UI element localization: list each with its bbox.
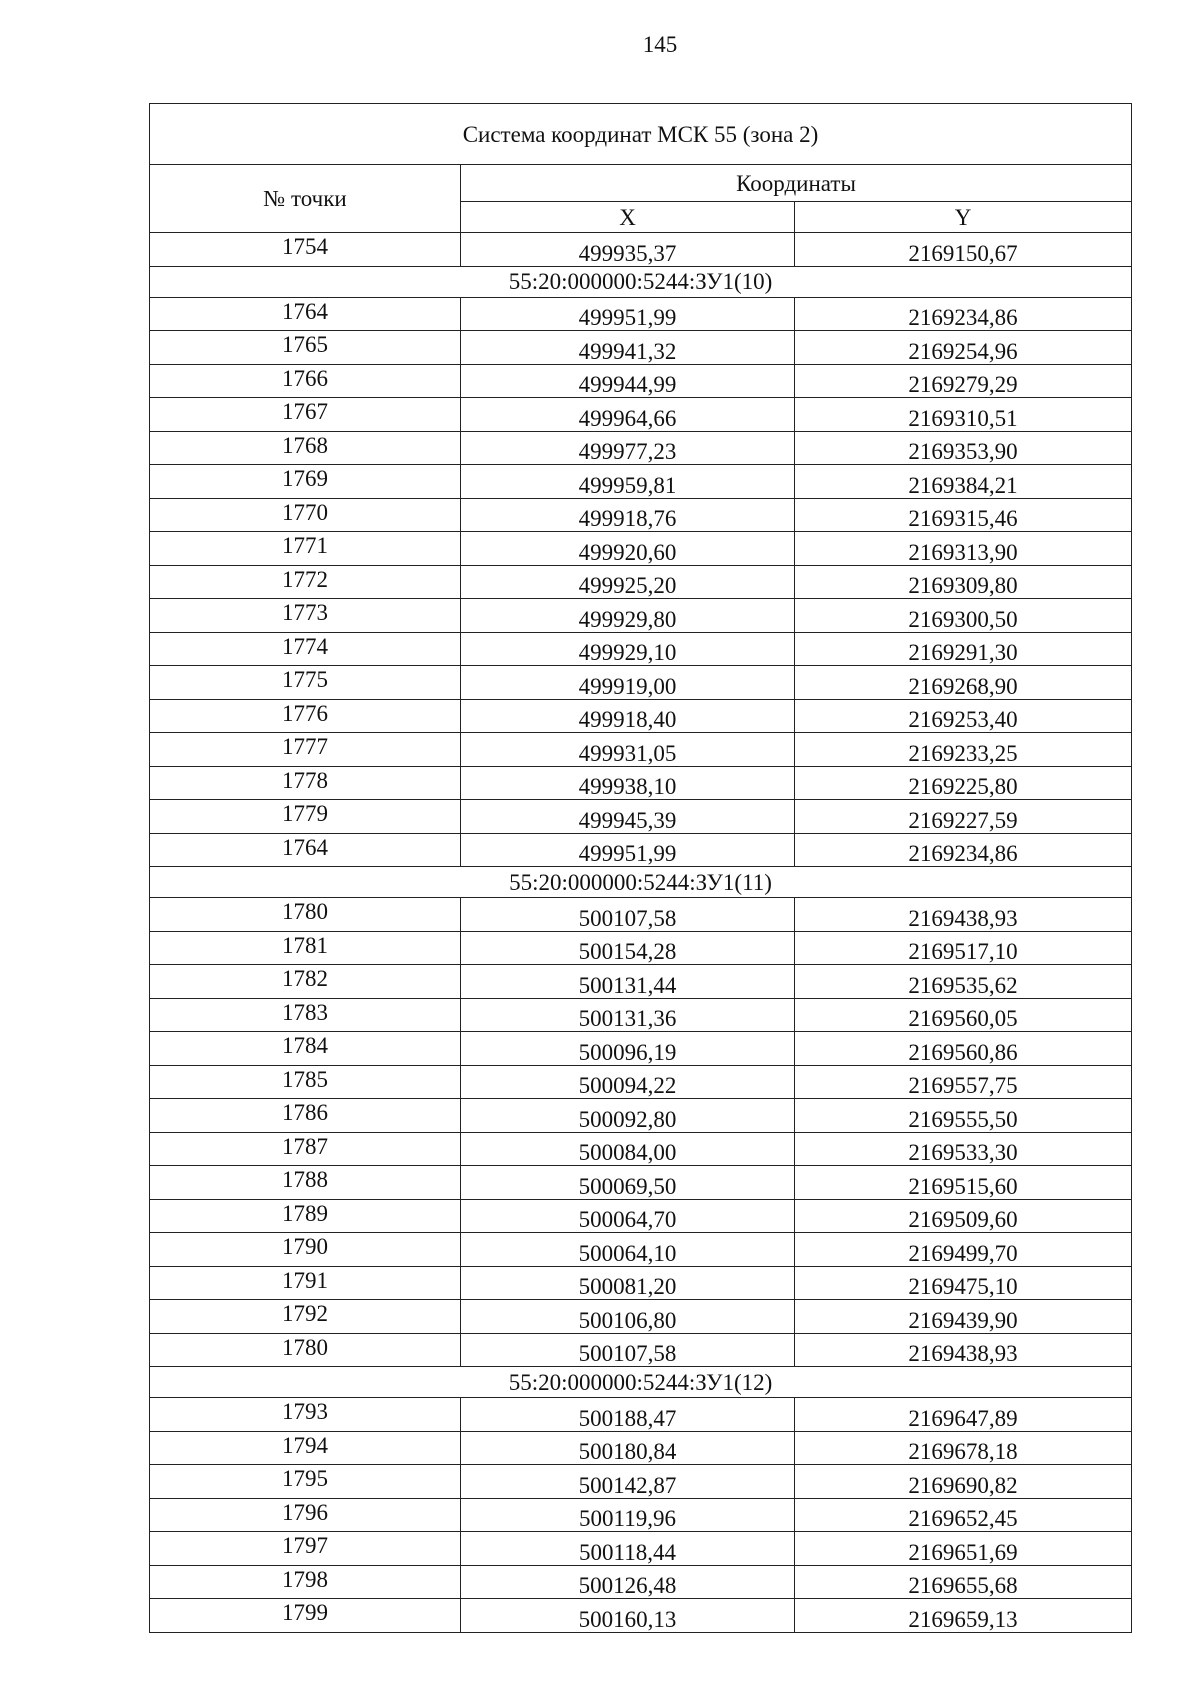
table-row xyxy=(150,1199,1132,1233)
point-number-cell: 1791 xyxy=(150,1266,461,1300)
point-number-cell: 1785 xyxy=(150,1065,461,1099)
table-row xyxy=(150,1166,1132,1200)
table-row xyxy=(150,599,1132,633)
point-number-cell: 1777 xyxy=(150,733,461,767)
point-number-cell: 1793 xyxy=(150,1398,461,1432)
point-number-cell: 1794 xyxy=(150,1431,461,1465)
table-row xyxy=(150,1065,1132,1099)
table-row xyxy=(150,565,1132,599)
y-coordinate-cell: 2169384,21 xyxy=(795,465,1132,499)
point-number-cell: 1782 xyxy=(150,965,461,999)
point-number-cell: 1789 xyxy=(150,1199,461,1233)
x-coordinate-cell: 499977,23 xyxy=(461,431,795,465)
y-coordinate-cell: 2169651,69 xyxy=(795,1532,1132,1566)
table-row xyxy=(150,666,1132,700)
table-row xyxy=(150,833,1132,867)
x-coordinate-cell: 500107,58 xyxy=(461,1333,795,1367)
y-coordinate-cell: 2169313,90 xyxy=(795,532,1132,566)
x-coordinate-cell: 499951,99 xyxy=(461,297,795,331)
point-number-header: № точки xyxy=(150,165,461,233)
y-coordinate-cell: 2169678,18 xyxy=(795,1431,1132,1465)
point-number-cell: 1784 xyxy=(150,1032,461,1066)
point-number-cell: 1764 xyxy=(150,297,461,331)
table-row xyxy=(150,733,1132,767)
table-row xyxy=(150,766,1132,800)
x-coordinate-cell: 499929,80 xyxy=(461,599,795,633)
x-coordinate-cell: 499945,39 xyxy=(461,800,795,834)
table-row xyxy=(150,965,1132,999)
point-number-cell: 1754 xyxy=(150,233,461,267)
y-coordinate-cell: 2169690,82 xyxy=(795,1465,1132,1499)
point-number-cell: 1795 xyxy=(150,1465,461,1499)
y-coordinate-cell: 2169353,90 xyxy=(795,431,1132,465)
x-coordinate-cell: 500118,44 xyxy=(461,1532,795,1566)
point-number-cell: 1766 xyxy=(150,364,461,398)
y-coordinate-cell: 2169315,46 xyxy=(795,498,1132,532)
table-row xyxy=(150,297,1132,331)
x-coordinate-cell: 500064,10 xyxy=(461,1233,795,1267)
table-row xyxy=(150,998,1132,1032)
table-row xyxy=(150,1431,1132,1465)
table-row xyxy=(150,465,1132,499)
y-coordinate-cell: 2169225,80 xyxy=(795,766,1132,800)
x-header: X xyxy=(461,202,795,233)
point-number-cell: 1774 xyxy=(150,632,461,666)
table-row xyxy=(150,364,1132,398)
y-coordinate-cell: 2169560,05 xyxy=(795,998,1132,1032)
point-number-cell: 1765 xyxy=(150,331,461,365)
x-coordinate-cell: 499919,00 xyxy=(461,666,795,700)
coordinates-table xyxy=(149,103,1132,1633)
y-coordinate-cell: 2169499,70 xyxy=(795,1233,1132,1267)
x-coordinate-cell: 499918,40 xyxy=(461,699,795,733)
table-row xyxy=(150,1498,1132,1532)
table-row xyxy=(150,1300,1132,1334)
point-number-cell: 1797 xyxy=(150,1532,461,1566)
y-coordinate-cell: 2169300,50 xyxy=(795,599,1132,633)
y-coordinate-cell: 2169234,86 xyxy=(795,297,1132,331)
table-row xyxy=(150,1599,1132,1633)
x-coordinate-cell: 500092,80 xyxy=(461,1099,795,1133)
y-coordinate-cell: 2169655,68 xyxy=(795,1565,1132,1599)
point-number-cell: 1772 xyxy=(150,565,461,599)
x-coordinate-cell: 500096,19 xyxy=(461,1032,795,1066)
point-number-cell: 1768 xyxy=(150,431,461,465)
point-number-cell: 1781 xyxy=(150,931,461,965)
coordinates-header: Координаты xyxy=(461,165,1132,202)
table-row xyxy=(150,898,1132,932)
point-number-cell: 1780 xyxy=(150,1333,461,1367)
section-label: 55:20:000000:5244:ЗУ1(11) xyxy=(150,867,1132,898)
x-coordinate-cell: 500131,44 xyxy=(461,965,795,999)
y-coordinate-cell: 2169517,10 xyxy=(795,931,1132,965)
x-coordinate-cell: 500160,13 xyxy=(461,1599,795,1633)
x-coordinate-cell: 500131,36 xyxy=(461,998,795,1032)
point-number-cell: 1787 xyxy=(150,1132,461,1166)
x-coordinate-cell: 500107,58 xyxy=(461,898,795,932)
table-row xyxy=(150,1532,1132,1566)
x-coordinate-cell: 500180,84 xyxy=(461,1431,795,1465)
point-number-cell: 1780 xyxy=(150,898,461,932)
table-row xyxy=(150,532,1132,566)
y-coordinate-cell: 2169560,86 xyxy=(795,1032,1132,1066)
x-coordinate-cell: 499929,10 xyxy=(461,632,795,666)
y-header: Y xyxy=(795,202,1132,233)
y-coordinate-cell: 2169515,60 xyxy=(795,1166,1132,1200)
x-coordinate-cell: 499959,81 xyxy=(461,465,795,499)
point-number-cell: 1796 xyxy=(150,1498,461,1532)
table-row xyxy=(150,1465,1132,1499)
page-number: 145 xyxy=(642,32,678,57)
section-row xyxy=(150,867,1132,898)
point-number-cell: 1799 xyxy=(150,1599,461,1633)
x-coordinate-cell: 500069,50 xyxy=(461,1166,795,1200)
table-row xyxy=(150,331,1132,365)
y-coordinate-cell: 2169557,75 xyxy=(795,1065,1132,1099)
table-row xyxy=(150,1266,1132,1300)
x-coordinate-cell: 500188,47 xyxy=(461,1398,795,1432)
y-coordinate-cell: 2169647,89 xyxy=(795,1398,1132,1432)
table-row xyxy=(150,632,1132,666)
point-number-cell: 1770 xyxy=(150,498,461,532)
x-coordinate-cell: 500142,87 xyxy=(461,1465,795,1499)
section-row xyxy=(150,1367,1132,1398)
point-number-cell: 1786 xyxy=(150,1099,461,1133)
table-row xyxy=(150,233,1132,267)
x-coordinate-cell: 499944,99 xyxy=(461,364,795,398)
table-body xyxy=(150,233,1132,1633)
y-coordinate-cell: 2169268,90 xyxy=(795,666,1132,700)
point-number-cell: 1790 xyxy=(150,1233,461,1267)
table-row xyxy=(150,431,1132,465)
y-coordinate-cell: 2169310,51 xyxy=(795,398,1132,432)
point-number-cell: 1775 xyxy=(150,666,461,700)
table-row xyxy=(150,800,1132,834)
y-coordinate-cell: 2169227,59 xyxy=(795,800,1132,834)
point-number-cell: 1764 xyxy=(150,833,461,867)
x-coordinate-cell: 500126,48 xyxy=(461,1565,795,1599)
y-coordinate-cell: 2169150,67 xyxy=(795,233,1132,267)
y-coordinate-cell: 2169279,29 xyxy=(795,364,1132,398)
y-coordinate-cell: 2169253,40 xyxy=(795,699,1132,733)
point-number-cell: 1771 xyxy=(150,532,461,566)
table-row xyxy=(150,1032,1132,1066)
table-row xyxy=(150,931,1132,965)
table-title: Система координат МСК 55 (зона 2) xyxy=(150,104,1132,165)
y-coordinate-cell: 2169475,10 xyxy=(795,1266,1132,1300)
point-number-cell: 1792 xyxy=(150,1300,461,1334)
x-coordinate-cell: 499931,05 xyxy=(461,733,795,767)
table-row xyxy=(150,398,1132,432)
y-coordinate-cell: 2169291,30 xyxy=(795,632,1132,666)
y-coordinate-cell: 2169254,96 xyxy=(795,331,1132,365)
table-row xyxy=(150,1398,1132,1432)
point-number-cell: 1788 xyxy=(150,1166,461,1200)
y-coordinate-cell: 2169652,45 xyxy=(795,1498,1132,1532)
x-coordinate-cell: 500084,00 xyxy=(461,1132,795,1166)
table-row xyxy=(150,1233,1132,1267)
x-coordinate-cell: 500081,20 xyxy=(461,1266,795,1300)
x-coordinate-cell: 500094,22 xyxy=(461,1065,795,1099)
x-coordinate-cell: 499964,66 xyxy=(461,398,795,432)
x-coordinate-cell: 499925,20 xyxy=(461,565,795,599)
point-number-cell: 1767 xyxy=(150,398,461,432)
x-coordinate-cell: 499935,37 xyxy=(461,233,795,267)
table-row xyxy=(150,1099,1132,1133)
point-number-cell: 1778 xyxy=(150,766,461,800)
x-coordinate-cell: 499941,32 xyxy=(461,331,795,365)
x-coordinate-cell: 500119,96 xyxy=(461,1498,795,1532)
table-row xyxy=(150,1132,1132,1166)
y-coordinate-cell: 2169509,60 xyxy=(795,1199,1132,1233)
x-coordinate-cell: 499920,60 xyxy=(461,532,795,566)
table-row xyxy=(150,699,1132,733)
point-number-cell: 1783 xyxy=(150,998,461,1032)
y-coordinate-cell: 2169659,13 xyxy=(795,1599,1132,1633)
y-coordinate-cell: 2169438,93 xyxy=(795,898,1132,932)
y-coordinate-cell: 2169233,25 xyxy=(795,733,1132,767)
y-coordinate-cell: 2169438,93 xyxy=(795,1333,1132,1367)
point-number-cell: 1769 xyxy=(150,465,461,499)
point-number-cell: 1798 xyxy=(150,1565,461,1599)
x-coordinate-cell: 500154,28 xyxy=(461,931,795,965)
x-coordinate-cell: 499938,10 xyxy=(461,766,795,800)
point-number-cell: 1779 xyxy=(150,800,461,834)
x-coordinate-cell: 500064,70 xyxy=(461,1199,795,1233)
x-coordinate-cell: 499951,99 xyxy=(461,833,795,867)
table-header xyxy=(150,104,1132,233)
section-label: 55:20:000000:5244:ЗУ1(10) xyxy=(150,266,1132,297)
x-coordinate-cell: 500106,80 xyxy=(461,1300,795,1334)
section-row xyxy=(150,266,1132,297)
y-coordinate-cell: 2169535,62 xyxy=(795,965,1132,999)
point-number-cell: 1773 xyxy=(150,599,461,633)
y-coordinate-cell: 2169533,30 xyxy=(795,1132,1132,1166)
table-row xyxy=(150,498,1132,532)
y-coordinate-cell: 2169234,86 xyxy=(795,833,1132,867)
y-coordinate-cell: 2169309,80 xyxy=(795,565,1132,599)
table-row xyxy=(150,1565,1132,1599)
y-coordinate-cell: 2169555,50 xyxy=(795,1099,1132,1133)
x-coordinate-cell: 499918,76 xyxy=(461,498,795,532)
section-label: 55:20:000000:5244:ЗУ1(12) xyxy=(150,1367,1132,1398)
table-row xyxy=(150,1333,1132,1367)
y-coordinate-cell: 2169439,90 xyxy=(795,1300,1132,1334)
point-number-cell: 1776 xyxy=(150,699,461,733)
